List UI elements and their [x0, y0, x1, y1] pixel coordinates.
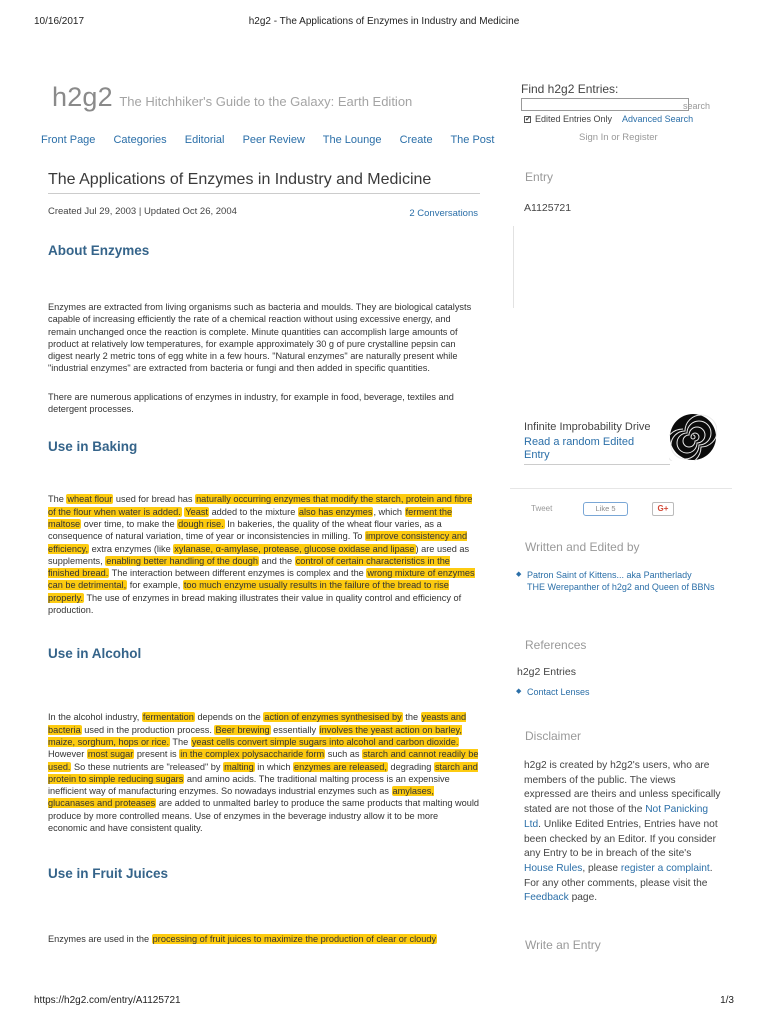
nav-front-page[interactable]: Front Page	[41, 134, 96, 146]
sidebar	[510, 0, 740, 1024]
highlight: processing of fruit juices to maximize the production of clear or cloudy	[152, 934, 437, 945]
paragraph-about-1: Enzymes are extracted from living organisms such as bacteria and moulds. They are biological catalysts capable of increasing efficiently the rate of a chemical reaction without using excessive energy, and remain unchanged once the reaction is complete. Minute quantities can accomplish large amounts of product at relatively low temperatures, for example approximately 30 g of pure crystalline pepsin can digest nearly 2 metric tons of egg white in a few hours. "Natural enzymes" are naturally present while "industrial enzymes" are extracted from bacteria or fungi and then added in specific quantities.	[48, 302, 472, 374]
site-tagline: The Hitchhiker's Guide to the Galaxy: Earth Edition	[119, 94, 413, 109]
disclaimer-heading: Disclaimer	[525, 729, 582, 743]
print-title: h2g2 - The Applications of Enzymes in Industry and Medicine	[248, 16, 520, 27]
nav-categories[interactable]: Categories	[113, 134, 167, 146]
bullet-icon: ◆	[516, 688, 522, 695]
like-button[interactable]: Like 5	[583, 502, 628, 516]
heading-use-in-fruit-juices: Use in Fruit Juices	[48, 866, 169, 882]
google-plus-button[interactable]: G+	[652, 502, 674, 516]
highlight: too much enzyme usually results in the failure of the bread to rise properly.	[48, 580, 449, 603]
highlight: starch and protein to simple reducing sugars	[48, 761, 478, 784]
divider	[510, 488, 732, 489]
nav-create[interactable]: Create	[399, 134, 433, 146]
highlight: dough rise.	[178, 518, 224, 529]
paragraph-about-2: There are numerous applications of enzymes in industry, for example in food, beverage, textiles and detergent processes.	[48, 391, 454, 415]
heading-use-in-baking: Use in Baking	[48, 439, 138, 455]
entry-meta	[48, 206, 480, 220]
highlight: yeast cells convert simple sugars into alcohol and carbon dioxide.	[191, 736, 459, 747]
heading-use-in-alcohol: Use in Alcohol	[48, 646, 142, 662]
highlight: action of enzymes synthesised by	[264, 712, 402, 723]
sign-in-link[interactable]: Sign In or Register	[579, 132, 658, 143]
article	[48, 171, 480, 946]
highlight: most sugar	[87, 749, 134, 760]
tweet-button[interactable]: Tweet	[531, 504, 553, 513]
paragraph-baking: The wheat flour used for bread has naturally occurring enzymes that modify the starch, protein and fibre of the flour when water is added. Yeast added to the mixture also has enzymes, which ferment the maltose over time, to make the dough rise. In bakeries, the quality of the wheat flour varies, as a consequence of natural variation, time of year or inconsistencies in milling. To improve consistency and efficiency, extra enzymes (like xylanase, α-amylase, protease, glucose oxidase and lipase) are used as supplements, enabling better handling of the dough and the control of certain characteristics in the finished bread. The interaction between different enzymes is complex and the wrong mixture of enzymes can be detrimental, for example, too much enzyme usually results in the failure of the bread to rise properly. The use of enzymes in bread making illustrates their value in quality control and efficiency of production.	[48, 494, 475, 616]
bullet-icon: ◆	[516, 571, 522, 578]
search-button[interactable]: search	[683, 101, 711, 111]
highlight: in the complex polysaccharide form	[180, 749, 325, 760]
edited-only-checkbox[interactable]: ✔	[525, 116, 531, 124]
divider	[524, 464, 670, 465]
print-url: https://h2g2.com/entry/A1125721	[34, 995, 181, 1006]
highlight: fermentation	[142, 712, 194, 723]
entry-id: A1125721	[524, 202, 572, 214]
site-brand[interactable]	[52, 82, 412, 113]
conversations-link[interactable]: 2 Conversations	[409, 208, 478, 219]
author-list	[516, 569, 727, 593]
site-logo[interactable]: h2g2	[52, 82, 113, 112]
entry-dates: Created Jul 29, 2003 | Updated Oct 26, 2004	[48, 206, 237, 217]
highlight: ferment the maltose	[48, 506, 453, 529]
heading-about-enzymes: About Enzymes	[48, 243, 150, 258]
highlight: wheat flour	[67, 494, 113, 505]
main-nav	[41, 134, 509, 146]
search-input[interactable]	[521, 98, 689, 111]
author-link[interactable]: Patron Saint of Kittens... aka Pantherlady THE Werepanther of h2g2 and Queen of BBNs	[527, 570, 715, 592]
references-category: h2g2 Entries	[517, 666, 576, 678]
nav-the-post[interactable]: The Post	[450, 134, 495, 146]
random-entry-link[interactable]: Read a random Edited Entry	[524, 436, 635, 461]
write-entry-heading[interactable]: Write an Entry	[525, 938, 601, 952]
find-entries-label: Find h2g2 Entries:	[521, 82, 619, 96]
improbability-drive-title: Infinite Improbability Drive	[524, 421, 651, 433]
page-title: The Applications of Enzymes in Industry and Medicine	[48, 171, 480, 194]
print-footer	[0, 995, 768, 1009]
highlight: xylanase, α-amylase, protease, glucose oxidase and lipase	[174, 543, 415, 554]
reference-link[interactable]: Contact Lenses	[527, 687, 590, 697]
paragraph-fruit-juices: Enzymes are used in the processing of fruit juices to maximize the production of clear or cloudy	[48, 934, 437, 945]
print-page-number: 1/3	[720, 995, 734, 1006]
edited-only-option[interactable]	[524, 114, 693, 124]
references-heading: References	[525, 638, 587, 652]
highlight: Yeast	[185, 506, 209, 517]
paragraph-alcohol: In the alcohol industry, fermentation depends on the action of enzymes synthesised by the yeasts and bacteria used in the production process. Beer brewing essentially involves the yeast action on barley, maize, sorghum, hops or rice. The yeast cells convert simple sugars into alcohol and carbon dioxide. However most sugar present is in the complex polysaccharide form such as starch and cannot readily be used. So these nutrients are "released" by malting in which enzymes are released, degrading starch and protein to simple reducing sugars and amino acids. The traditional malting process is an expensive inefficient way of manufacturing enzymes. So nowadays industrial enzymes such as amylases, glucanases and proteases are added to unmalted barley to produce the same products that malting would produce by more controlled means. Use of enzymes in the beverage industry allow it to be more economic and have consistent quality.	[48, 712, 480, 834]
nav-the-lounge[interactable]: The Lounge	[322, 134, 382, 146]
disclaimer-text: h2g2 is created by h2g2's users, who are members of the public. The views expressed are theirs and unless specifically stated are not those of the Not Panicking Ltd. Unlike Edited Entries, Entries have not been checked by an Editor. If you consider any Entry to be in breach of the site's House Rules, please register a complaint. For any other comments, please visit the Feedback page.	[524, 760, 721, 904]
highlight: naturally occurring enzymes that modify the starch, protein and fibre of the flour when water is added.	[48, 494, 473, 517]
highlight: malting	[224, 761, 254, 772]
highlight: yeasts and bacteria	[48, 712, 467, 735]
highlight: amylases, glucanases and proteases	[48, 786, 434, 809]
list-item[interactable]	[516, 569, 727, 593]
print-date: 10/16/2017	[34, 16, 85, 27]
highlight: also has enzymes	[298, 506, 373, 517]
not-panicking-link[interactable]: Not Panicking Ltd	[524, 804, 709, 830]
references-list	[516, 686, 727, 698]
highlight: Beer brewing	[215, 724, 270, 735]
highlight: involves the yeast action on barley, maize, sorghum, hops or rice.	[48, 724, 462, 747]
nav-editorial[interactable]: Editorial	[184, 134, 225, 146]
house-rules-link[interactable]: House Rules	[524, 862, 583, 874]
edited-only-label: Edited Entries Only	[535, 114, 613, 124]
divider	[513, 226, 514, 308]
improbability-spiral-icon[interactable]	[669, 413, 717, 461]
written-by-heading: Written and Edited by	[525, 540, 640, 554]
highlight: starch and cannot readily be used.	[48, 749, 479, 772]
list-item[interactable]	[516, 686, 727, 698]
nav-peer-review[interactable]: Peer Review	[242, 134, 305, 146]
feedback-link[interactable]: Feedback	[524, 892, 569, 904]
highlight: improve consistency and efficiency,	[48, 531, 468, 554]
entry-heading: Entry	[525, 170, 554, 184]
advanced-search-link[interactable]: Advanced Search	[622, 114, 694, 124]
highlight: enzymes are released,	[294, 761, 387, 772]
highlight: wrong mixture of enzymes can be detrimental,	[48, 568, 475, 591]
register-complaint-link[interactable]: register a complaint	[620, 862, 710, 874]
highlight: control of certain characteristics in the finished bread.	[48, 555, 450, 579]
highlight: enabling better handling of the dough	[106, 555, 258, 566]
